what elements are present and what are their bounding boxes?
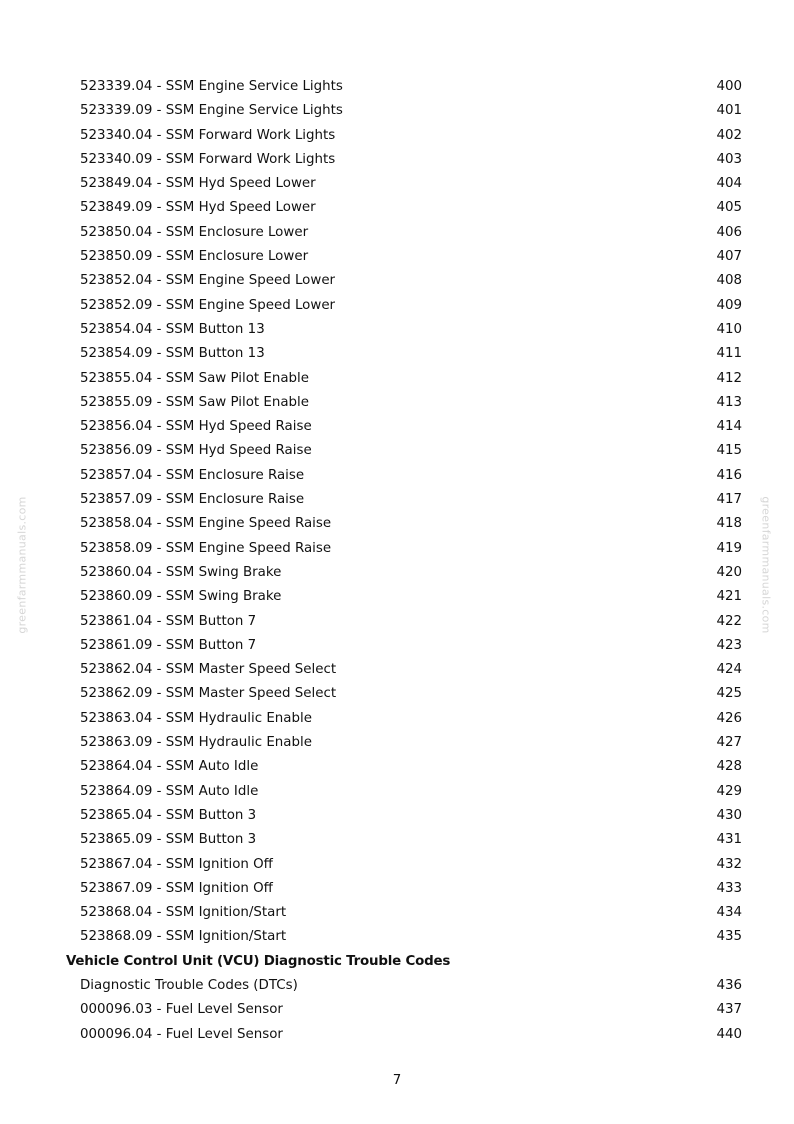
toc-entry[interactable] xyxy=(0,124,794,148)
toc-entry-page: 419 xyxy=(716,540,742,556)
toc-entry-page: 418 xyxy=(716,516,742,532)
toc-entry[interactable] xyxy=(0,245,794,269)
toc-entry[interactable] xyxy=(0,439,794,463)
toc-entry-title: 523858.04 - SSM Engine Speed Raise xyxy=(80,516,332,532)
toc-entry[interactable] xyxy=(0,99,794,123)
table-of-contents xyxy=(0,75,794,1047)
toc-entry-title: 523855.04 - SSM Saw Pilot Enable xyxy=(80,370,310,386)
toc-entry-page: 424 xyxy=(716,662,742,678)
watermark-right: greenfarmmanuals.com xyxy=(759,496,773,634)
toc-entry-page: 400 xyxy=(716,79,742,94)
toc-entry-page: 433 xyxy=(716,880,742,896)
toc-entry[interactable] xyxy=(0,682,794,706)
toc-entry-title: 523867.09 - SSM Ignition Off xyxy=(80,880,273,896)
toc-entry-title: Vehicle Control Unit (VCU) Diagnostic Trouble Codes xyxy=(66,953,451,969)
toc-entry-title: 523852.04 - SSM Engine Speed Lower xyxy=(80,273,336,289)
toc-entry[interactable] xyxy=(0,537,794,561)
toc-entry-page: 427 xyxy=(716,735,742,751)
toc-entry-title: 523860.04 - SSM Swing Brake xyxy=(80,564,282,580)
toc-entry-title: 523339.04 - SSM Engine Service Lights xyxy=(80,79,343,94)
toc-entry[interactable] xyxy=(0,828,794,852)
toc-entry-page: 411 xyxy=(716,346,742,362)
toc-entry-page: 423 xyxy=(716,637,742,653)
toc-entry-title: Diagnostic Trouble Codes (DTCs) xyxy=(80,977,298,993)
toc-entry[interactable] xyxy=(0,658,794,682)
toc-entry-title: 523868.04 - SSM Ignition/Start xyxy=(80,905,287,921)
toc-entry[interactable] xyxy=(0,464,794,488)
toc-entry-title: 523849.09 - SSM Hyd Speed Lower xyxy=(80,200,316,216)
toc-entry-title: 523849.04 - SSM Hyd Speed Lower xyxy=(80,176,316,192)
toc-entry-title: 523340.09 - SSM Forward Work Lights xyxy=(80,151,336,167)
toc-entry-page: 434 xyxy=(716,905,742,921)
toc-entry-title: 523854.04 - SSM Button 13 xyxy=(80,321,265,337)
toc-entry[interactable] xyxy=(0,610,794,634)
toc-entry-page: 415 xyxy=(716,443,742,459)
toc-entry-title: 523861.09 - SSM Button 7 xyxy=(80,637,257,653)
toc-entry-page: 412 xyxy=(716,370,742,386)
toc-entry-page: 413 xyxy=(716,394,742,410)
toc-entry-title: 523868.09 - SSM Ignition/Start xyxy=(80,929,287,945)
toc-entry-page: 440 xyxy=(716,1026,742,1042)
toc-entry-title: 523864.09 - SSM Auto Idle xyxy=(80,783,259,799)
toc-entry-page: 403 xyxy=(716,151,742,167)
toc-entry-title: 523850.04 - SSM Enclosure Lower xyxy=(80,224,309,240)
toc-entry-page: 406 xyxy=(716,224,742,240)
toc-entry[interactable] xyxy=(0,342,794,366)
toc-entry-page: 436 xyxy=(716,977,742,993)
toc-entry-page: 417 xyxy=(716,492,742,508)
toc-entry-page: 435 xyxy=(716,929,742,945)
toc-entry-page: 422 xyxy=(716,613,742,629)
toc-entry[interactable] xyxy=(0,561,794,585)
toc-entry-title: 523339.09 - SSM Engine Service Lights xyxy=(80,103,343,119)
toc-entry-title: 523857.04 - SSM Enclosure Raise xyxy=(80,467,305,483)
toc-entry-title: 523340.04 - SSM Forward Work Lights xyxy=(80,127,336,143)
toc-entry-page: 404 xyxy=(716,176,742,192)
toc-entry[interactable] xyxy=(0,998,794,1022)
toc-entry-title: 523857.09 - SSM Enclosure Raise xyxy=(80,492,305,508)
toc-entry-page: 437 xyxy=(716,1002,742,1018)
toc-entry[interactable] xyxy=(0,731,794,755)
watermark-left: greenfarmmanuals.com xyxy=(15,496,29,634)
toc-entry-title: 523863.09 - SSM Hydraulic Enable xyxy=(80,735,312,751)
toc-entry-page: 408 xyxy=(716,273,742,289)
toc-entry-title: 523858.09 - SSM Engine Speed Raise xyxy=(80,540,332,556)
toc-entry[interactable] xyxy=(0,853,794,877)
toc-entry[interactable] xyxy=(0,707,794,731)
toc-entry-title: 000096.03 - Fuel Level Sensor xyxy=(80,1002,283,1018)
toc-entry-page: 401 xyxy=(716,103,742,119)
toc-entry[interactable] xyxy=(0,318,794,342)
toc-entry-title: 523865.04 - SSM Button 3 xyxy=(80,807,257,823)
toc-entry-page: 414 xyxy=(716,419,742,435)
toc-entry-page: 407 xyxy=(716,249,742,265)
toc-entry-title: 523862.09 - SSM Master Speed Select xyxy=(80,686,337,702)
toc-entry-title: 523864.04 - SSM Auto Idle xyxy=(80,759,259,775)
toc-entry[interactable] xyxy=(0,294,794,318)
toc-entry-page: 429 xyxy=(716,783,742,799)
toc-entry-page: 428 xyxy=(716,759,742,775)
toc-entry[interactable] xyxy=(0,1023,794,1047)
toc-entry-title: 523863.04 - SSM Hydraulic Enable xyxy=(80,710,312,726)
toc-entry[interactable] xyxy=(0,75,794,99)
toc-entry[interactable] xyxy=(0,901,794,925)
toc-entry-title: 523865.09 - SSM Button 3 xyxy=(80,832,257,848)
toc-entry[interactable] xyxy=(0,804,794,828)
toc-entry[interactable] xyxy=(0,148,794,172)
toc-section-heading xyxy=(0,950,794,974)
toc-entry[interactable] xyxy=(0,415,794,439)
toc-entry-title: 523852.09 - SSM Engine Speed Lower xyxy=(80,297,336,313)
toc-entry-page: 420 xyxy=(716,564,742,580)
toc-entry[interactable] xyxy=(0,367,794,391)
toc-entry-title: 523867.04 - SSM Ignition Off xyxy=(80,856,273,872)
toc-entry[interactable] xyxy=(0,780,794,804)
toc-entry-title: 523856.09 - SSM Hyd Speed Raise xyxy=(80,443,312,459)
toc-entry-title: 523861.04 - SSM Button 7 xyxy=(80,613,257,629)
toc-entry[interactable] xyxy=(0,512,794,536)
toc-entry[interactable] xyxy=(0,925,794,949)
toc-entry[interactable] xyxy=(0,488,794,512)
toc-entry-page: 416 xyxy=(716,467,742,483)
toc-entry-page: 405 xyxy=(716,200,742,216)
toc-entry-title: 523856.04 - SSM Hyd Speed Raise xyxy=(80,419,312,435)
toc-entry[interactable] xyxy=(0,269,794,293)
toc-entry[interactable] xyxy=(0,585,794,609)
toc-entry[interactable] xyxy=(0,755,794,779)
toc-entry-title: 000096.04 - Fuel Level Sensor xyxy=(80,1026,283,1042)
toc-entry[interactable] xyxy=(0,221,794,245)
toc-entry-page: 425 xyxy=(716,686,742,702)
page-number: 7 xyxy=(392,1073,402,1088)
toc-entry-page: 431 xyxy=(716,832,742,848)
toc-entry-page: 426 xyxy=(716,710,742,726)
toc-entry-page: 430 xyxy=(716,807,742,823)
toc-entry-title: 523860.09 - SSM Swing Brake xyxy=(80,589,282,605)
toc-entry-title: 523862.04 - SSM Master Speed Select xyxy=(80,662,337,678)
toc-entry[interactable] xyxy=(0,634,794,658)
toc-entry-page: 402 xyxy=(716,127,742,143)
toc-entry-page: 421 xyxy=(716,589,742,605)
toc-entry[interactable] xyxy=(0,196,794,220)
toc-entry-title: 523855.09 - SSM Saw Pilot Enable xyxy=(80,394,310,410)
toc-entry-title: 523850.09 - SSM Enclosure Lower xyxy=(80,249,309,265)
toc-entry[interactable] xyxy=(0,172,794,196)
toc-entry-page: 409 xyxy=(716,297,742,313)
toc-entry[interactable] xyxy=(0,877,794,901)
toc-entry-title: 523854.09 - SSM Button 13 xyxy=(80,346,265,362)
toc-entry-page: 432 xyxy=(716,856,742,872)
toc-entry-page: 410 xyxy=(716,321,742,337)
toc-entry[interactable] xyxy=(0,391,794,415)
toc-entry[interactable] xyxy=(0,974,794,998)
